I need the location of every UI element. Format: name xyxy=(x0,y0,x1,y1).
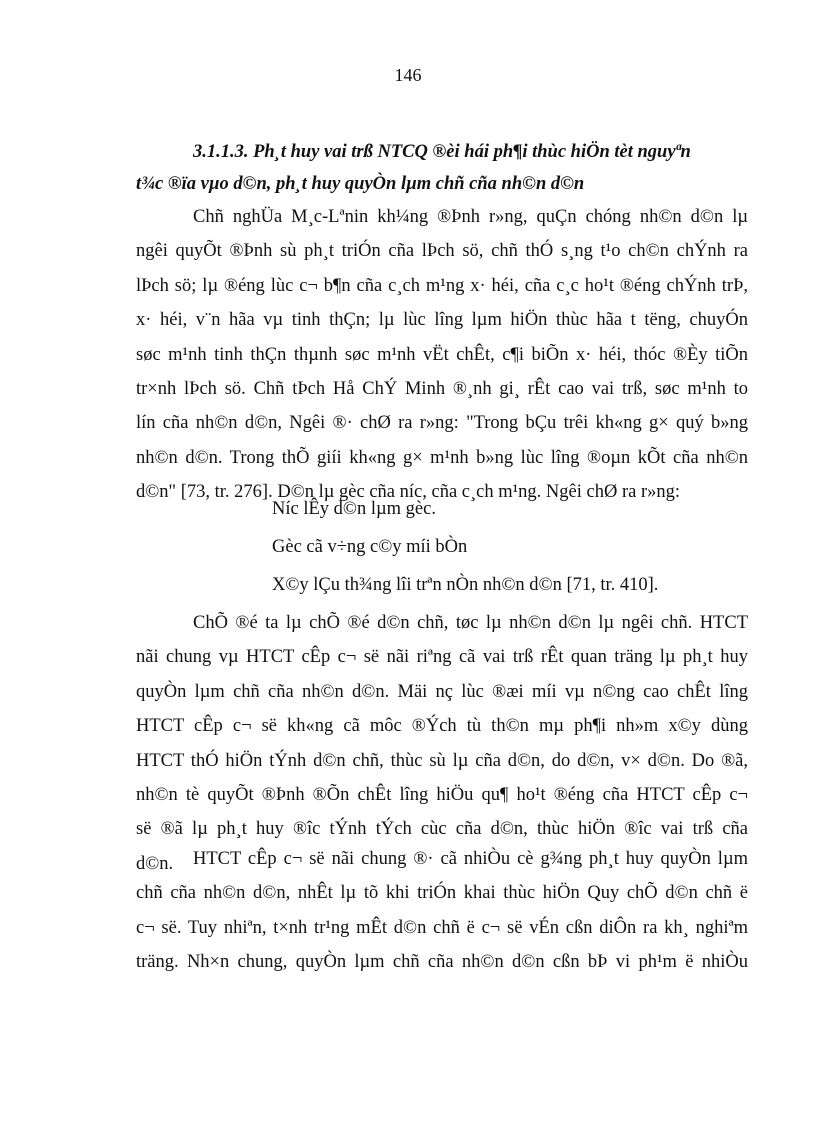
text-line: chñ cña nh©n d©n, nhÊt lµ tõ khi triÓn khai thùc hiÖn Quy chÕ d©n chñ ë xyxy=(136,883,748,904)
paragraph-2 xyxy=(136,606,748,881)
section-heading-line: t¾c ®ïa vµo d©n, ph¸t huy quyÒn lµm chñ cña nh©n d©n xyxy=(136,174,585,194)
poem-line: Níc lÊy d©n lµm gèc. xyxy=(272,499,436,519)
text-line: së ®ã lµ ph¸t huy ®îc tÝnh tÝch cùc cña d©n, thùc hiÖn ®îc vai trß cña xyxy=(136,819,748,840)
paragraph-3 xyxy=(136,842,748,980)
text-line: HTCT cÊp c¬ së kh«ng cã môc ®Ých tù th©n mµ ph¶i nh»m x©y dùng xyxy=(136,716,748,737)
section-heading-line: 3.1.1.3. Ph¸t huy vai trß NTCQ ®èi hái ph¶i thùc hiÖn tèt nguyªn xyxy=(193,142,691,162)
text-line: nh©n d©n. Trong thÕ giíi kh«ng g× m¹nh b»ng lùc lîng ®oµn kÕt cña nh©n xyxy=(136,447,748,468)
text-line: c¬ së. Tuy nhiªn, t×nh tr¹ng mÊt d©n chñ ë c¬ së vÉn cßn diÔn ra kh¸ nghiªm xyxy=(136,917,748,938)
text-line: träng. Nh×n chung, quyÒn lµm chñ cña nh©n d©n cßn bÞ vi ph¹m ë nhiÒu xyxy=(136,952,748,973)
text-line: nãi chung vµ HTCT cÊp c¬ së nãi riªng cã vai trß rÊt quan träng lµ ph¸t huy xyxy=(136,647,748,668)
text-line: d©n" [73, tr. 276]. D©n lµ gèc cña níc, cña c¸ch m¹ng. Ngêi chØ ra r»ng: xyxy=(136,482,681,503)
section-heading xyxy=(136,136,748,200)
text-line: quyÒn lµm chñ cña nh©n d©n. Mäi nç lùc ®æi míi vµ n©ng cao chÊt lîng xyxy=(136,681,748,702)
text-line: søc m¹nh tinh thÇn thµnh søc m¹nh vËt chÊt, c¶i biÕn x· héi, thóc ®Èy tiÕn xyxy=(136,344,748,365)
text-line: HTCT cÊp c¬ së nãi chung ®· cã nhiÒu cè g¾ng ph¸t huy quyÒn lµm xyxy=(193,849,748,869)
poem-line: Gèc cã v÷ng c©y míi bÒn xyxy=(272,537,468,557)
text-line: Chñ nghÜa M¸c-Lªnin kh¼ng ®Þnh r»ng, quÇn chóng nh©n d©n lµ xyxy=(193,207,748,227)
text-line: nh©n tè quyÕt ®Þnh ®Õn chÊt lîng hiÖu qu¶ ho¹t ®éng cña HTCT cÊp c¬ xyxy=(136,784,748,805)
text-line: lín cña nh©n d©n, Ngêi ®· chØ ra r»ng: "Trong bÇu trêi kh«ng g× quý b»ng xyxy=(136,413,748,434)
text-line: d©n. xyxy=(136,853,174,874)
text-line: ChÕ ®é ta lµ chÕ ®é d©n chñ, tøc lµ nh©n d©n lµ ngêi chñ. HTCT xyxy=(193,613,748,633)
text-line: ngêi quyÕt ®Þnh sù ph¸t triÓn cña lÞch sö, chñ thÓ s¸ng t¹o ch©n chÝnh ra xyxy=(136,241,748,262)
poem-line: X©y lÇu th¾ng lîi trªn nÒn nh©n d©n [71, tr. 410]. xyxy=(272,575,659,595)
text-line: lÞch sö; lµ ®éng lùc c¬ b¶n cña c¸ch m¹ng x· héi, cña c¸c ho¹t ®éng chÝnh trÞ, xyxy=(136,275,748,296)
text-line: HTCT thÓ hiÖn tÝnh d©n chñ, thùc sù lµ cña d©n, do d©n, v× d©n. Do ®ã, xyxy=(136,750,748,771)
text-line: tr×nh lÞch sö. Chñ tÞch Hå ChÝ Minh ®¸nh gi¸ rÊt cao vai trß, søc m¹nh to xyxy=(136,378,748,399)
paragraph-1 xyxy=(136,200,748,510)
text-line: x· héi, v¨n hãa vµ tinh thÇn; lµ lùc lîng lµm hiÖn thùc hãa t tëng, chuyÓn xyxy=(136,310,748,331)
poem-quote xyxy=(272,490,658,604)
page-number: 146 xyxy=(394,65,422,85)
